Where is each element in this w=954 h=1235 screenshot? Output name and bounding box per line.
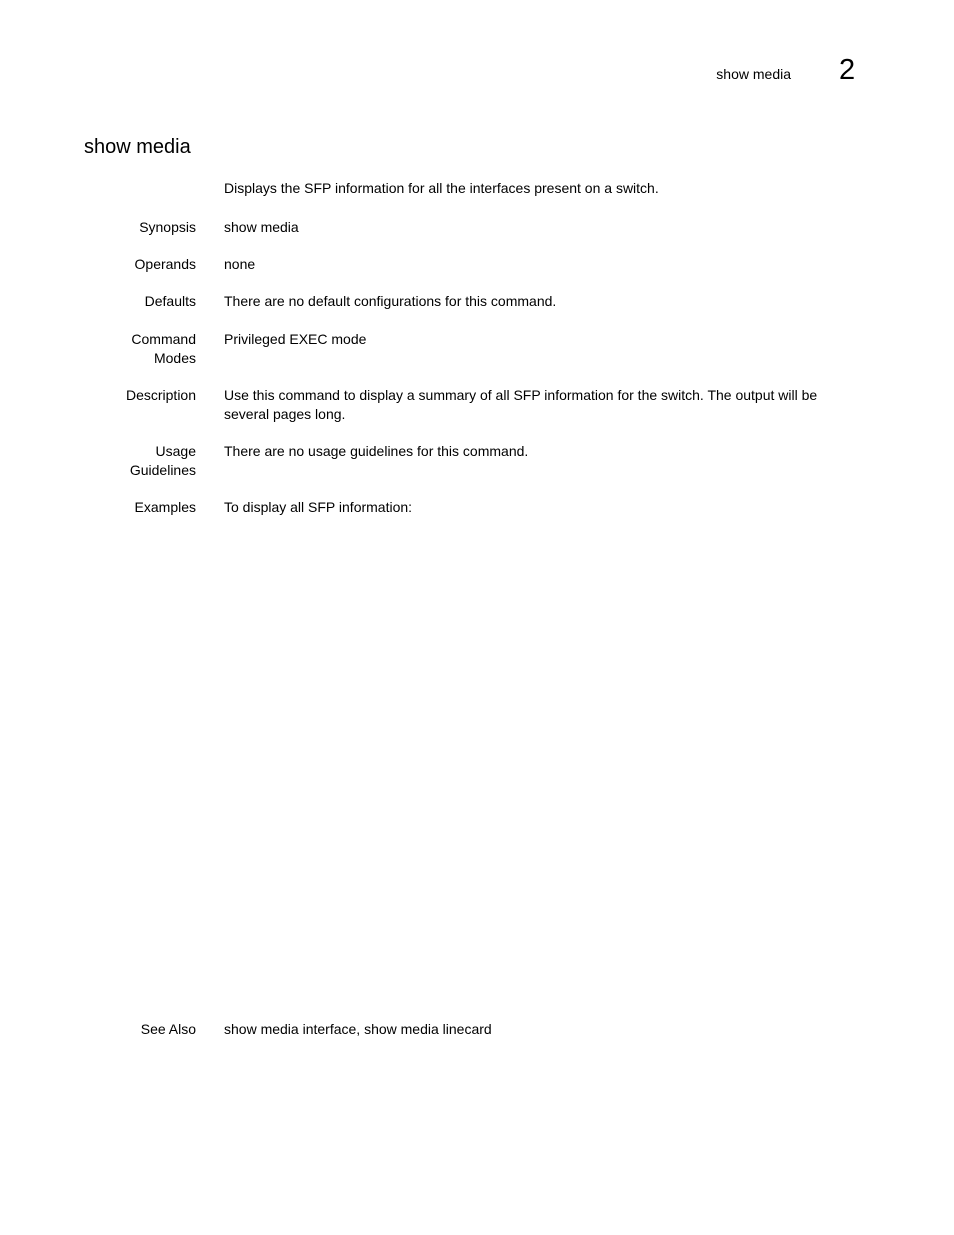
running-header-title: show media bbox=[716, 66, 791, 82]
intro-text: Displays the SFP information for all the interfaces present on a switch. bbox=[224, 180, 659, 196]
examples-value: To display all SFP information: bbox=[224, 499, 413, 515]
description-label: Description bbox=[125, 387, 196, 403]
examples-label: Examples bbox=[134, 499, 196, 515]
usage-guidelines-label-line2: Guidelines bbox=[129, 462, 196, 478]
chapter-number: 2 bbox=[839, 54, 856, 86]
command-modes-value: Privileged EXEC mode bbox=[224, 331, 367, 347]
usage-guidelines-label bbox=[96, 442, 196, 480]
synopsis-command: show media bbox=[224, 219, 299, 235]
page-title: show media bbox=[84, 136, 191, 158]
usage-guidelines-label-line1: Usage bbox=[155, 443, 196, 459]
command-modes-label-line1: Command bbox=[131, 331, 196, 347]
see-also-links: show media interface, show media linecard bbox=[224, 1021, 492, 1037]
operands-label: Operands bbox=[134, 256, 196, 272]
description-line2: several pages long. bbox=[224, 406, 346, 422]
command-modes-label-line2: Modes bbox=[153, 350, 196, 366]
defaults-label: Defaults bbox=[144, 293, 196, 309]
synopsis-label: Synopsis bbox=[139, 219, 196, 235]
defaults-value: There are no default configurations for this command. bbox=[224, 293, 557, 309]
see-also-label: See Also bbox=[140, 1021, 196, 1037]
usage-guidelines-value: There are no usage guidelines for this command. bbox=[224, 443, 529, 459]
description-line1: Use this command to display a summary of all SFP information for the switch. The output will be bbox=[224, 387, 818, 403]
running-header bbox=[0, 0, 954, 100]
command-modes-label bbox=[96, 330, 196, 368]
description-value bbox=[224, 386, 864, 424]
operands-value: none bbox=[224, 256, 256, 272]
